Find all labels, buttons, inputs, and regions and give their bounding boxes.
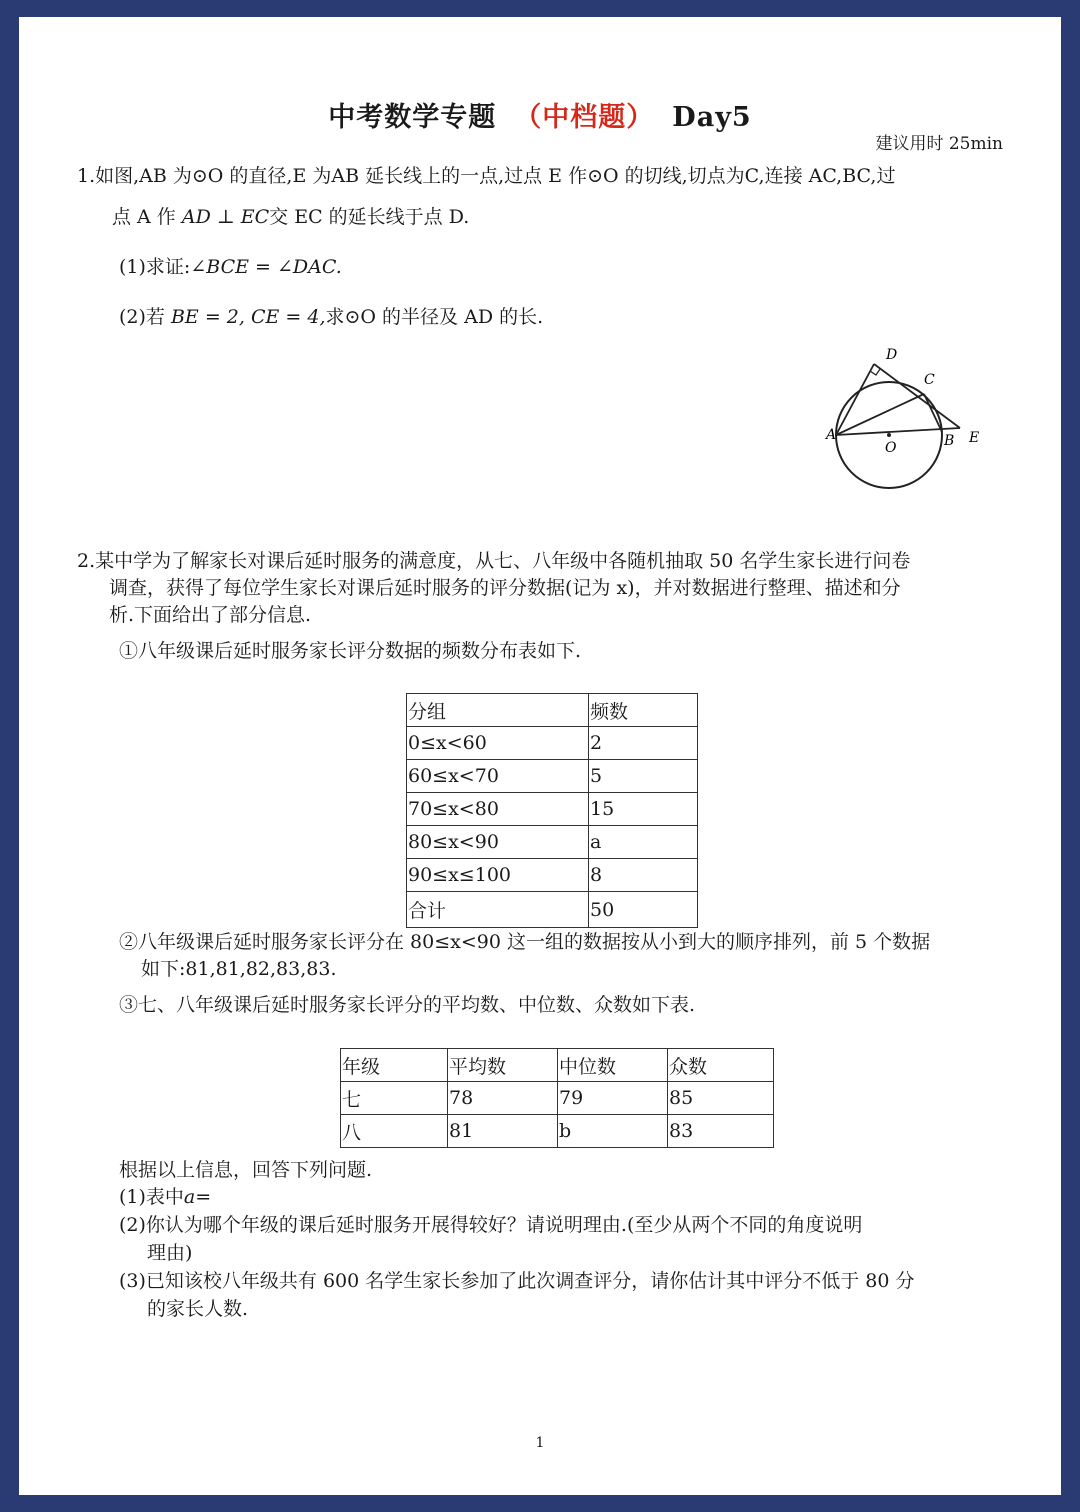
table-cell: 70≤x<80: [407, 793, 589, 826]
table-row: [407, 760, 698, 793]
table-header-cell: 频数: [589, 694, 698, 727]
q1-part2-text: 求⊙O 的半径及 AD 的长.: [325, 306, 544, 328]
q1-line2-text-b: 交 EC 的延长线于点 D.: [269, 206, 470, 228]
statistics-table: [340, 1048, 774, 1148]
table-cell: 85: [668, 1082, 774, 1115]
q2-sub2-line2: 理由): [147, 1242, 193, 1264]
q1-part2-label: (2)若: [119, 306, 165, 328]
q1-part1-math: ∠BCE = ∠DAC.: [190, 256, 342, 278]
q1-part2: [119, 304, 543, 331]
label-e: E: [969, 430, 979, 446]
table-cell: a: [589, 826, 698, 859]
label-c: C: [924, 372, 935, 388]
table-row: [407, 859, 698, 892]
table-cell: 79: [558, 1082, 668, 1115]
table-cell: 5: [589, 760, 698, 793]
q2-sub1-math: a: [183, 1186, 196, 1208]
q2-stem-line1: 2.某中学为了解家长对课后延时服务的满意度，从七、八年级中各随机抽取 50 名学生家长进行问卷: [77, 550, 911, 572]
table-row: [407, 694, 698, 727]
table-cell: 83: [668, 1115, 774, 1148]
table-header-cell: 中位数: [558, 1049, 668, 1082]
table-row: [341, 1049, 774, 1082]
center-point: [887, 433, 891, 437]
q2-info1: ①八年级课后延时服务家长评分数据的频数分布表如下.: [119, 640, 582, 662]
title-main: 中考数学专题: [328, 102, 497, 133]
q2-info2-line2: 如下:81,81,82,83,83.: [141, 958, 337, 980]
table-cell: 七: [341, 1082, 448, 1115]
label-o: O: [885, 440, 897, 456]
title-day: Day5: [672, 102, 752, 133]
suggested-time: 建议用时 25min: [875, 134, 1003, 154]
q2-sub1: [119, 1184, 211, 1211]
table-cell: 90≤x≤100: [407, 859, 589, 892]
table-cell: 0≤x<60: [407, 727, 589, 760]
table-cell: 2: [589, 727, 698, 760]
table-cell: 60≤x<70: [407, 760, 589, 793]
q2-answer-intro: 根据以上信息，回答下列问题.: [119, 1159, 373, 1181]
q2-stem-line2: 调查，获得了每位学生家长对课后延时服务的评分数据(记为 x)，并对数据进行整理、描述和分: [109, 577, 901, 599]
table-row: [407, 892, 698, 928]
table-cell: 80≤x<90: [407, 826, 589, 859]
table-cell: 15: [589, 793, 698, 826]
table-cell: 78: [448, 1082, 558, 1115]
q2-info2-line1: ②八年级课后延时服务家长评分在 80≤x<90 这一组的数据按从小到大的顺序排列，前 5 个数据: [119, 931, 931, 953]
table-cell: 81: [448, 1115, 558, 1148]
label-b: B: [944, 433, 955, 449]
q1-stem-line2: [112, 204, 469, 231]
table-cell: 8: [589, 859, 698, 892]
geometry-figure: [804, 342, 979, 492]
table-cell: 合计: [407, 892, 589, 928]
q1-part1-label: (1)求证:: [119, 256, 191, 278]
worksheet-page: [19, 17, 1061, 1495]
table-header-cell: 年级: [341, 1049, 448, 1082]
line-de: [874, 364, 960, 428]
table-cell: 50: [589, 892, 698, 928]
table-row: [407, 727, 698, 760]
q2-sub2-line1: (2)你认为哪个年级的课后延时服务开展得较好？请说明理由.(至少从两个不同的角度说明: [119, 1214, 863, 1236]
title-difficulty-tag: （中档题）: [514, 102, 655, 133]
table-header-cell: 平均数: [448, 1049, 558, 1082]
page-number: 1: [535, 1435, 545, 1451]
table-row: [407, 826, 698, 859]
q2-sub3-line2: 的家长人数.: [147, 1298, 249, 1320]
q1-line2-math: AD ⊥ EC: [181, 206, 270, 228]
q1-part2-math: BE = 2, CE = 4,: [170, 306, 326, 328]
table-row: [341, 1115, 774, 1148]
frequency-table: [406, 693, 698, 928]
q1-stem-line1: 1.如图,AB 为⊙O 的直径,E 为AB 延长线上的一点,过点 E 作⊙O 的切线,切点为C,连接 AC,BC,过: [77, 165, 896, 187]
line-ad: [836, 364, 874, 435]
table-cell: 八: [341, 1115, 448, 1148]
q1-line2-text-a: 点 A 作: [112, 206, 176, 228]
q2-stem-line3: 析.下面给出了部分信息.: [109, 604, 312, 626]
q1-part1: [119, 254, 342, 281]
q2-sub1-label: (1)表中: [119, 1186, 184, 1208]
table-header-cell: 众数: [668, 1049, 774, 1082]
q2-info3: ③七、八年级课后延时服务家长评分的平均数、中位数、众数如下表.: [119, 994, 696, 1016]
table-row: [341, 1082, 774, 1115]
label-d: D: [886, 347, 898, 363]
q2-sub1-equals: =: [195, 1186, 212, 1208]
table-cell: b: [558, 1115, 668, 1148]
q2-sub3-line1: (3)已知该校八年级共有 600 名学生家长参加了此次调查评分，请你估计其中评分不低于 80 分: [119, 1270, 915, 1292]
label-a: A: [826, 427, 837, 443]
table-row: [407, 793, 698, 826]
table-header-cell: 分组: [407, 694, 589, 727]
